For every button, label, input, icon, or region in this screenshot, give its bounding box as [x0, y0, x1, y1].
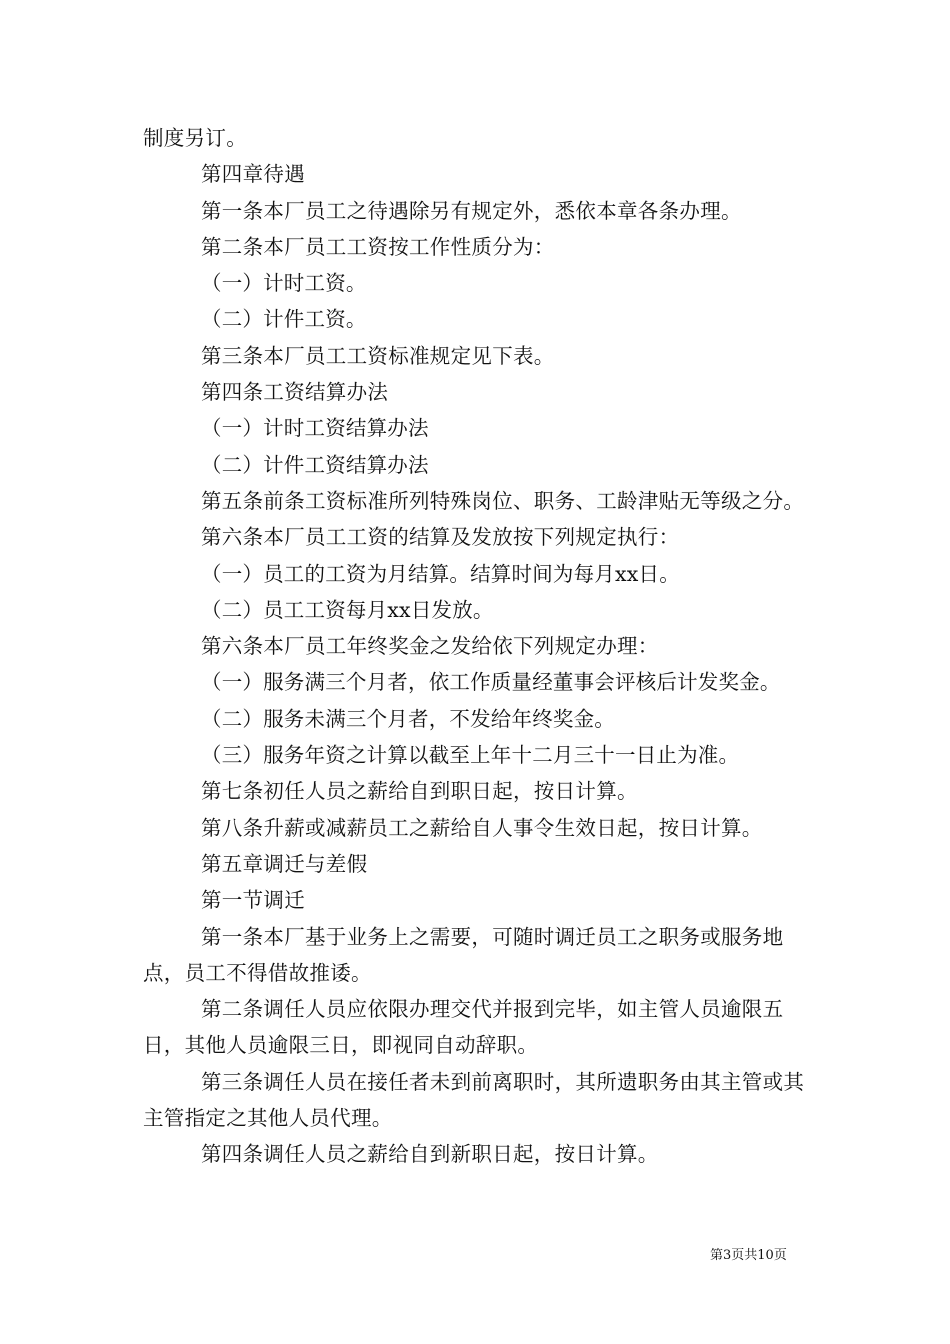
paragraph: 第三条本厂员工工资标准规定见下表。	[201, 343, 555, 368]
paragraph: 第七条初任人员之薪给自到职日起，按日计算。	[201, 779, 638, 804]
paragraph: 第八条升薪或减薪员工之薪给自人事令生效日起，按日计算。	[201, 815, 763, 840]
paragraph: 第二条本厂员工工资按工作性质分为：	[201, 234, 555, 259]
list-item: （一）计时工资。	[201, 271, 367, 296]
section-heading: 第一节调迁	[201, 888, 305, 913]
chapter-heading: 第五章调迁与差假	[201, 851, 368, 876]
paragraph: 第四条调任人员之薪给自到新职日起，按日计算。	[201, 1142, 659, 1167]
list-item: （二）员工工资每月xx日发放。	[201, 597, 494, 622]
paragraph: 制度另订。	[143, 126, 247, 150]
list-item: （一）计时工资结算办法	[201, 416, 429, 441]
paragraph: 第四条工资结算办法	[201, 380, 389, 405]
paragraph: 第三条调任人员在接任者未到前离职时，其所遗职务由其主管或其主管指定之其他人员代理。	[143, 1069, 805, 1131]
document-body	[143, 120, 807, 1173]
paragraph: 第五条前条工资标准所列特殊岗位、职务、工龄津贴无等级之分。	[201, 488, 805, 513]
list-item: （二）服务未满三个月者，不发给年终奖金。	[201, 706, 615, 731]
list-item: （一）员工的工资为月结算。结算时间为每月xx日。	[201, 561, 680, 586]
paragraph: 第六条本厂员工工资的结算及发放按下列规定执行：	[201, 525, 680, 550]
page-number: 第3页共10页	[710, 1248, 787, 1263]
list-item: （三）服务年资之计算以截至上年十二月三十一日止为准。	[201, 743, 740, 768]
paragraph: 第六条本厂员工年终奖金之发给依下列规定办理：	[201, 634, 659, 659]
paragraph: 第一条本厂员工之待遇除另有规定外，悉依本章各条办理。	[201, 198, 742, 223]
list-item: （二）计件工资结算办法	[201, 452, 429, 477]
paragraph: 第二条调任人员应依限办理交代并报到完毕，如主管人员逾限五日，其他人员逾限三日，即视同自动辞职。	[143, 997, 784, 1058]
list-item: （一）服务满三个月者，依工作质量经董事会评核后计发奖金。	[201, 670, 781, 695]
list-item: （二）计件工资。	[201, 307, 367, 332]
chapter-heading: 第四章待遇	[201, 162, 305, 187]
paragraph: 第一条本厂基于业务上之需要，可随时调迁员工之职务或服务地点，员工不得借故推诿。	[143, 924, 784, 985]
